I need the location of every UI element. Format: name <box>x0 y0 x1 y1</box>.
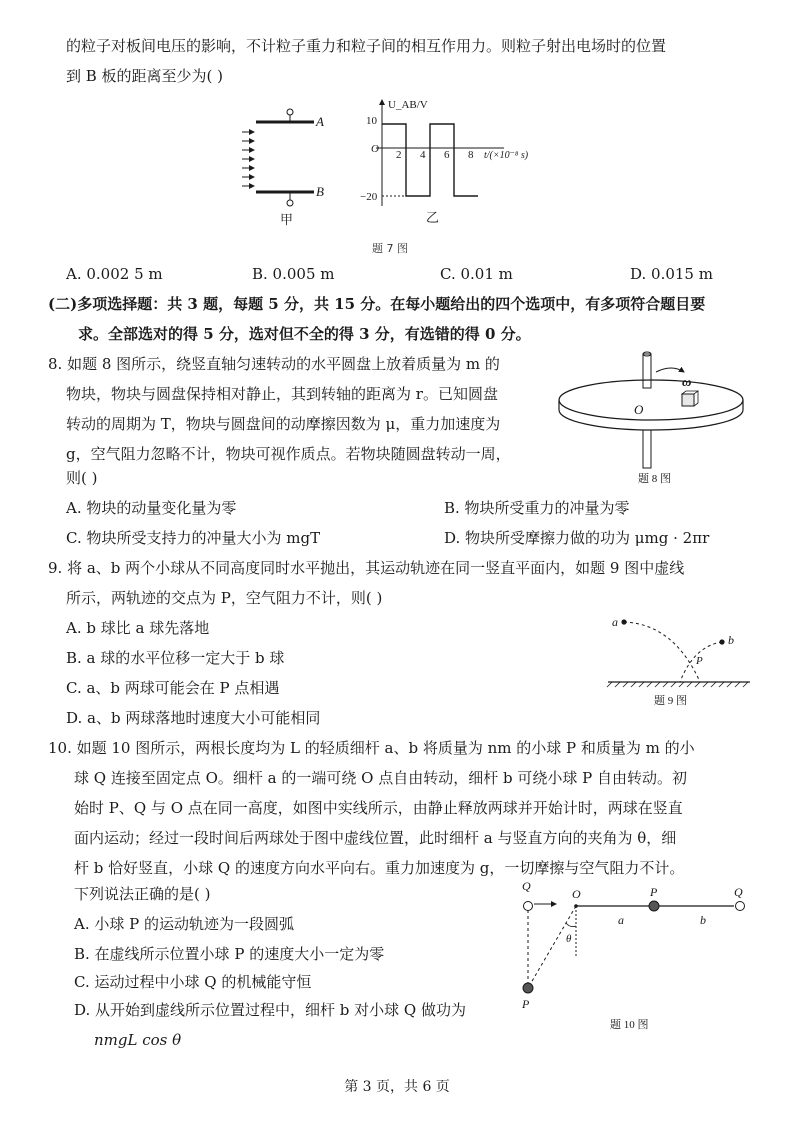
point-p-label: P <box>696 655 703 667</box>
q7-option-b: B. 0.005 m <box>252 265 335 283</box>
q10-option-d: D. 从开始到虚线所示位置过程中，细杆 b 对小球 Q 做功为 <box>74 1001 467 1019</box>
q8-figure-disk <box>556 350 756 486</box>
q10-figure-rods <box>514 876 758 1032</box>
terminal-a <box>287 109 293 115</box>
terminal-b <box>287 200 293 206</box>
x-tick-2: 2 <box>396 149 402 161</box>
label-a: A <box>316 114 324 129</box>
q7-figure-yi <box>360 94 560 234</box>
omega-label: ω <box>682 374 692 389</box>
q7-text-line-2: 到 B 板的距离至少为( ) <box>66 67 224 85</box>
particle-beam-arrows <box>242 132 254 186</box>
q9-option-d: D. a、b 两球落地时速度大小可能相同 <box>66 709 321 727</box>
rotation-arrow <box>656 368 684 372</box>
q10-stem-line-1: 10. 如题 10 图所示，两根长度均为 L 的轻质细杆 a、b 将质量为 nm 的小球 P 和质量为 m 的小 <box>48 739 695 757</box>
q10-stem-line-5: 杆 b 恰好竖直，小球 Q 的速度方向水平向右。重力加速度为 g，一切摩擦与空气阻力不计。 <box>74 859 685 877</box>
q7-option-c: C. 0.01 m <box>440 265 513 283</box>
q8-figure-caption: 题 8 图 <box>638 473 671 485</box>
origin-label: O <box>371 143 379 155</box>
block <box>682 394 694 406</box>
q-initial-label: Q <box>522 879 531 893</box>
q-right-label: Q <box>734 885 743 899</box>
ball-p-initial <box>649 901 659 911</box>
q8-option-b: B. 物块所受重力的冲量为零 <box>444 499 630 517</box>
x-axis-label: t/(×10⁻⁸ s) <box>484 150 529 161</box>
axle-bottom <box>643 430 651 468</box>
ground-hatching <box>607 682 748 687</box>
q8-stem-line-1: 8. 如题 8 图所示，绕竖直轴匀速转动的水平圆盘上放着质量为 m 的 <box>48 355 500 373</box>
q7-figure-caption: 题 7 图 <box>372 242 408 255</box>
theta-label: θ <box>566 933 572 945</box>
q8-stem-line-5: 则( ) <box>66 469 98 487</box>
q10-figure-caption: 题 10 图 <box>610 1019 649 1031</box>
label-b: B <box>316 184 324 199</box>
q10-option-d-continued: nmgL cos θ <box>94 1031 182 1049</box>
y-axis-label: U_AB/V <box>388 99 428 111</box>
caption-jia: 甲 <box>280 212 294 227</box>
section2-instructions-2: 求。全部选对的得 5 分，选对但不全的得 3 分，有选错的得 0 分。 <box>78 325 531 343</box>
rod-b-label: b <box>700 913 706 927</box>
q8-stem-line-4: g，空气阻力忽略不计，物块可视作质点。若物块随圆盘转动一周， <box>66 445 511 463</box>
y-tick-10: 10 <box>366 115 377 127</box>
x-tick-4: 4 <box>420 149 426 161</box>
page-footer: 第 3 页，共 6 页 <box>344 1079 450 1095</box>
rod-a-label: a <box>618 913 624 927</box>
ball-a-label: a <box>612 615 618 629</box>
q9-option-a: A. b 球比 a 球先落地 <box>66 619 210 637</box>
q10-stem-line-6: 下列说法正确的是( ) <box>74 885 211 903</box>
p-initial-label: P <box>650 885 658 899</box>
q9-option-b: B. a 球的水平位移一定大于 b 球 <box>66 649 285 667</box>
q7-figure-jia <box>236 104 342 230</box>
q10-stem-line-4: 面内运动；经过一段时间后两球处于图中虚线位置，此时细杆 a 与竖直方向的夹角为 θ，细 <box>74 829 677 847</box>
q8-option-d: D. 物块所受摩擦力做的功为 μmg · 2πr <box>444 529 710 547</box>
disk-rim <box>559 400 743 430</box>
q9-stem-line-2: 所示，两轨迹的交点为 P，空气阻力不计，则( ) <box>66 589 383 607</box>
q7-text-line-1: 的粒子对板间电压的影响，不计粒子重力和粒子间的相互作用力。则粒子射出电场时的位置 <box>66 37 667 55</box>
trajectory-a <box>624 622 700 682</box>
q8-stem-line-2: 物块，物块与圆盘保持相对静止，其到转轴的距离为 r。已知圆盘 <box>66 385 498 403</box>
q10-option-b: B. 在虚线所示位置小球 P 的速度大小一定为零 <box>74 945 385 963</box>
q9-figure-caption: 题 9 图 <box>654 695 687 707</box>
section2-instructions-1: (二)多项选择题：共 3 题，每题 5 分，共 15 分。在每小题给出的四个选项中，有多项符合题目要 <box>48 295 706 313</box>
q9-figure-trajectories <box>604 610 754 710</box>
q7-option-a: A. 0.002 5 m <box>66 265 163 283</box>
ball-p-final <box>523 983 533 993</box>
q9-option-c: C. a、b 两球可能会在 P 点相遇 <box>66 679 280 697</box>
y-tick-neg20: −20 <box>360 191 378 203</box>
q9-stem-line-1: 9. 将 a、b 两个小球从不同高度同时水平抛出，其运动轨迹在同一竖直平面内，如题 9 图中虚线 <box>48 559 685 577</box>
pivot-o-label: O <box>572 887 581 901</box>
x-tick-8: 8 <box>468 149 474 161</box>
q10-option-a: A. 小球 P 的运动轨迹为一段圆弧 <box>74 915 294 933</box>
x-tick-6: 6 <box>444 149 450 161</box>
q8-option-a: A. 物块的动量变化量为零 <box>66 499 237 517</box>
axle-top <box>643 354 651 388</box>
q10-stem-line-3: 始时 P、Q 与 O 点在同一高度，如图中实线所示，由静止释放两球并开始计时，两球在竖直 <box>74 799 683 817</box>
q10-option-c: C. 运动过程中小球 Q 的机械能守恒 <box>74 973 312 991</box>
ball-q-final <box>524 902 533 911</box>
disk-center-label: O <box>634 402 644 417</box>
p-final-label: P <box>522 997 530 1011</box>
ball-q-initial <box>736 902 745 911</box>
q7-option-d: D. 0.015 m <box>630 265 713 283</box>
ball-b-label: b <box>728 633 734 647</box>
rod-a-final <box>528 906 576 988</box>
q8-stem-line-3: 转动的周期为 T，物块与圆盘间的动摩擦因数为 μ，重力加速度为 <box>66 415 501 433</box>
q8-option-c: C. 物块所受支持力的冲量大小为 mgT <box>66 529 321 547</box>
caption-yi: 乙 <box>426 210 440 225</box>
q10-stem-line-2: 球 Q 连接至固定点 O。细杆 a 的一端可绕 O 点自由转动，细杆 b 可绕小球 P 自由转动。初 <box>74 769 687 787</box>
